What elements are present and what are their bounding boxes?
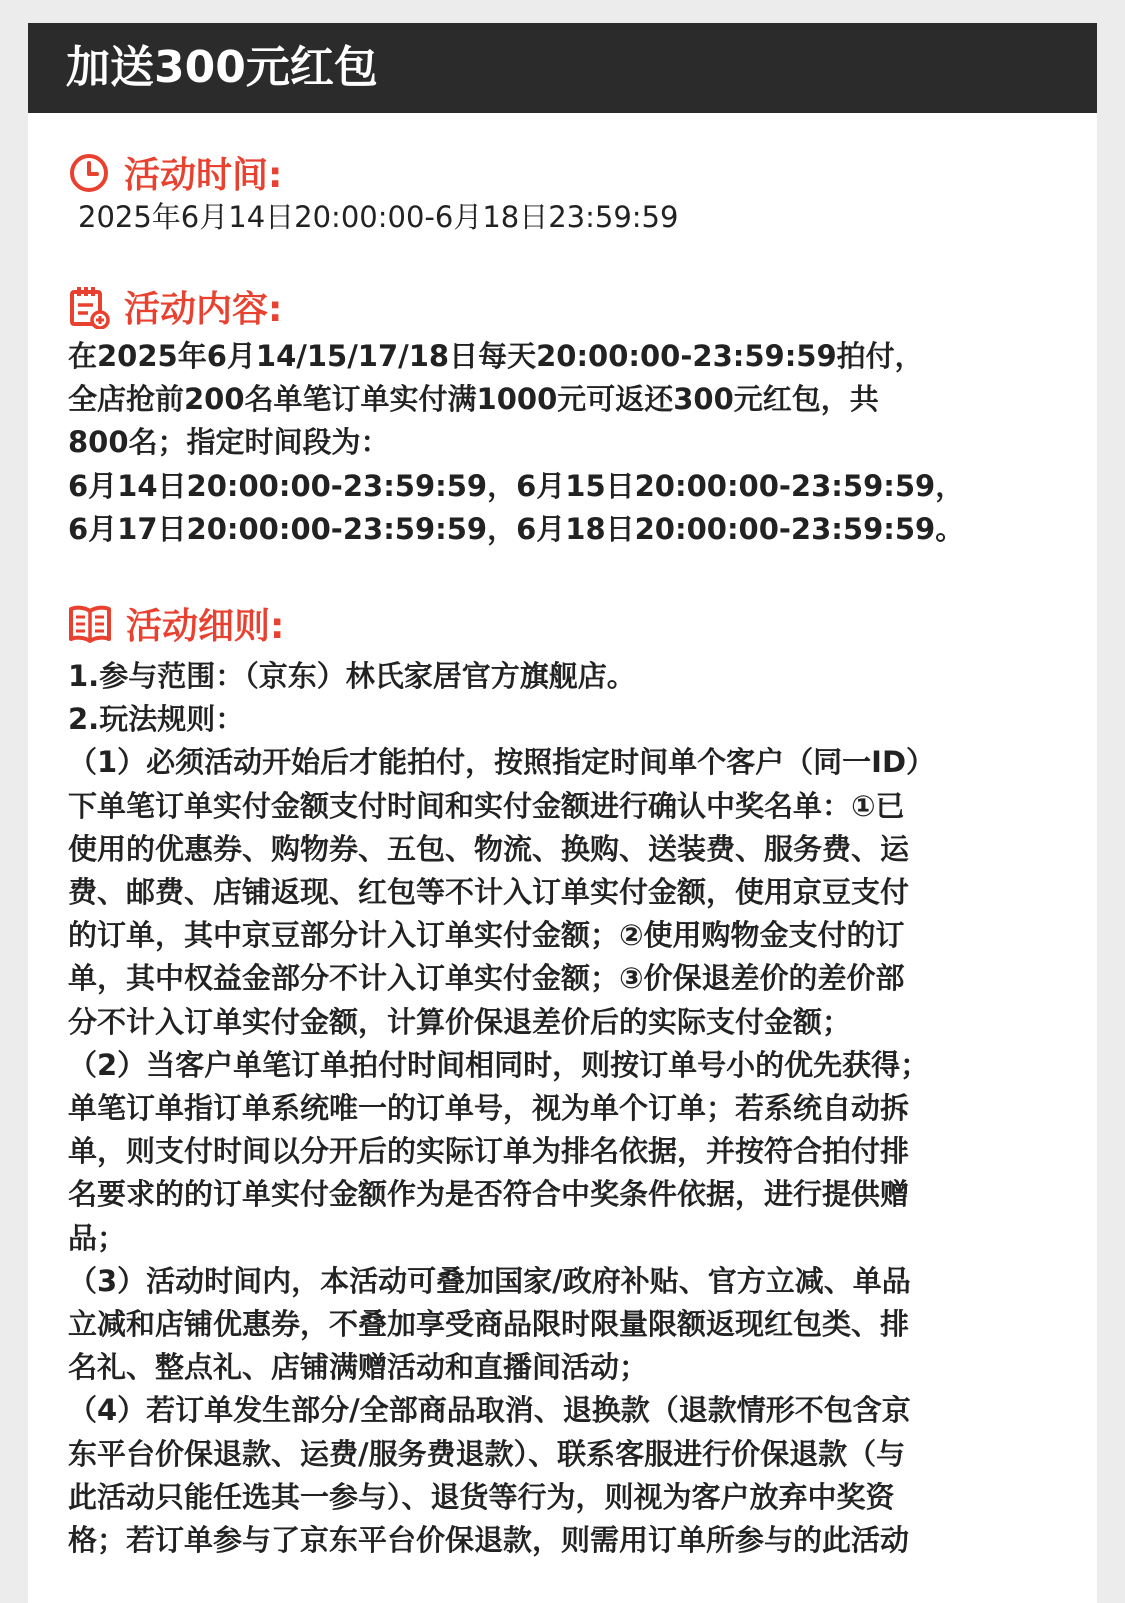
- activity-content-text: [68, 335, 1068, 551]
- rules-line: 名要求的的订单实付金额作为是否符合中奖条件依据，进行提供赠: [68, 1177, 910, 1212]
- clock-icon: [68, 152, 110, 194]
- rules-line: 分不计入订单实付金额，计算价保退差价后的实际支付金额；: [68, 1004, 852, 1039]
- rules-line: 立减和店铺优惠券，不叠加享受商品限时限量限额返现红包类、排: [68, 1307, 910, 1342]
- rules-line: 1.参与范围：（京东）林氏家居官方旗舰店。: [68, 659, 636, 693]
- rules-line: （2）当客户单笔订单拍付时间相同时，则按订单号小的优先获得；: [68, 1047, 930, 1082]
- rules-line: （3）活动时间内，本活动可叠加国家/政府补贴、官方立减、单品: [68, 1263, 911, 1298]
- calendar-plus-icon: [68, 285, 110, 329]
- rules-line: 名礼、整点礼、店铺满赠活动和直播间活动；: [68, 1350, 649, 1385]
- rules-line: 格；若订单参与了京东平台价保退款，则需用订单所参与的此活动: [68, 1523, 910, 1558]
- rules-section-title: [68, 598, 284, 649]
- page-title: 加送300元红包: [28, 23, 1097, 113]
- rules-line: （1）必须活动开始后才能拍付，按照指定时间单个客户（同一ID）: [68, 745, 936, 780]
- content-line: 800名；指定时间段为：: [68, 425, 390, 460]
- rules-line: 单笔订单指订单系统唯一的订单号，视为单个订单；若系统自动拆: [68, 1091, 910, 1126]
- content-line: 在2025年6月14/15/17/18日每天20:00:00-23:59:59拍付，: [68, 339, 924, 373]
- content-line: 6月17日20:00:00-23:59:59，6月18日20:00:00-23:59:59。: [68, 511, 965, 546]
- rules-line: 的订单，其中京豆部分计入订单实付金额；②使用购物金支付的订: [68, 918, 905, 953]
- rules-line: 东平台价保退款、运费/服务费退款）、联系客服进行价保退款（与: [68, 1436, 906, 1471]
- rules-line: 使用的优惠券、购物券、五包、物流、换购、送装费、服务费、运: [68, 831, 910, 866]
- rules-line: 下单笔订单实付金额支付时间和实付金额进行确认中奖名单：①已: [68, 788, 905, 823]
- content-section-label: 活动内容:: [124, 289, 283, 330]
- rules-line: 品；: [68, 1220, 127, 1255]
- rules-line: 单，其中权益金部分不计入订单实付金额；③价保退差价的差价部: [68, 961, 905, 996]
- activity-time-value: 2025年6月14日20:00:00-6月18日23:59:59: [78, 200, 679, 234]
- time-section-label: 活动时间:: [124, 155, 283, 196]
- activity-rules-text: [68, 655, 1068, 1562]
- rules-line: 此活动只能任选其一参与）、退货等行为，则视为客户放弃中奖资: [68, 1479, 895, 1514]
- rules-line: 费、邮费、店铺返现、红包等不计入订单实付金额，使用京豆支付: [68, 875, 910, 910]
- content-line: 6月14日20:00:00-23:59:59，6月15日20:00:00-23:59:59，: [68, 468, 965, 503]
- content-section-title: [68, 281, 282, 332]
- time-section-title: [68, 147, 282, 198]
- rules-section-label: 活动细则:: [126, 606, 285, 647]
- content-line: 全店抢前200名单笔订单实付满1000元可返还300元红包，共: [68, 382, 879, 417]
- rules-line: （4）若订单发生部分/全部商品取消、退换款（退款情形不包含京: [68, 1393, 911, 1428]
- rules-line: 2.玩法规则：: [68, 702, 245, 737]
- rules-line: 单，则支付时间以分开后的实际订单为排名依据，并按符合拍付排: [68, 1134, 910, 1169]
- activity-card: [28, 23, 1097, 1603]
- book-icon: [68, 603, 112, 645]
